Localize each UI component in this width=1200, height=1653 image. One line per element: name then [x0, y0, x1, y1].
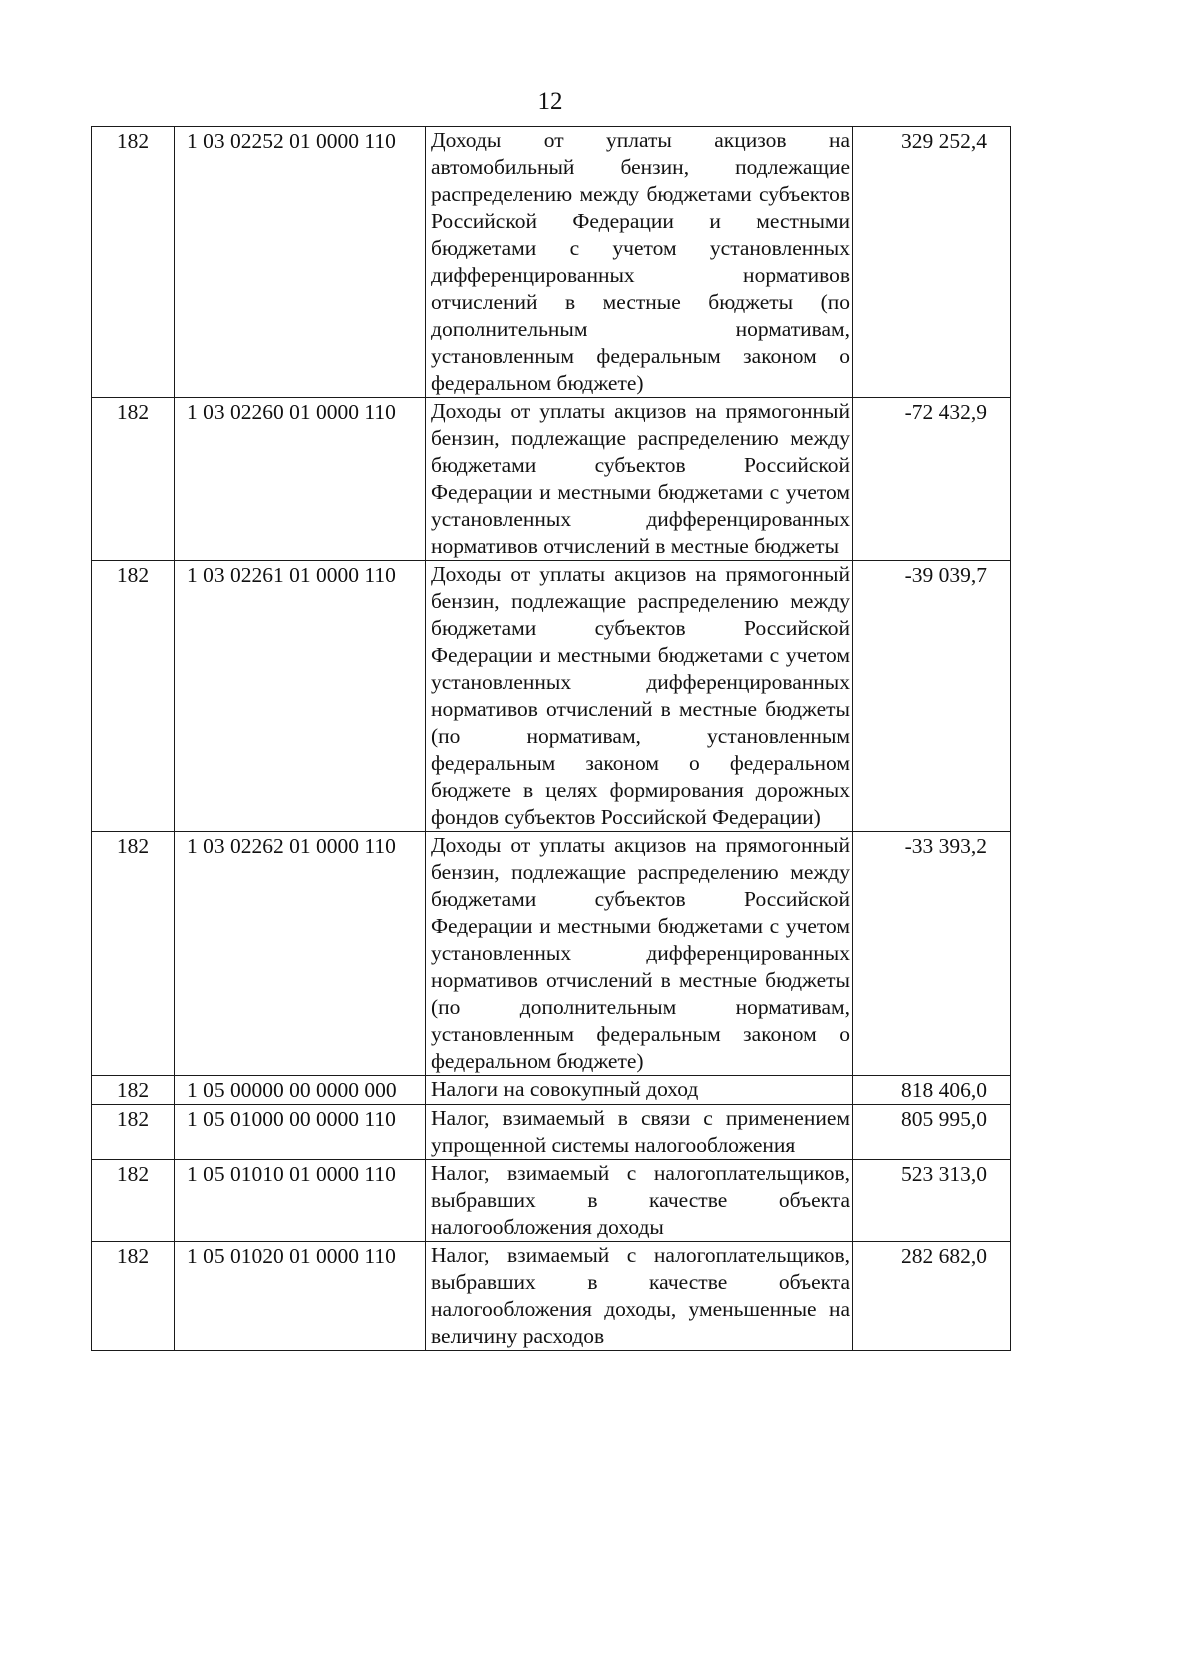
table-row: [92, 832, 1011, 1076]
amount-cell: -39 039,7: [853, 561, 1011, 832]
amount-cell: 282 682,0: [853, 1242, 1011, 1351]
revenue-name-cell: Налоги на совокупный доход: [426, 1076, 853, 1105]
admin-code-cell: 182: [92, 127, 175, 398]
table-row: [92, 1242, 1011, 1351]
admin-code-cell: 182: [92, 1242, 175, 1351]
amount-cell: 818 406,0: [853, 1076, 1011, 1105]
budget-code-cell: 1 05 00000 00 0000 000: [175, 1076, 426, 1105]
table-row: [92, 1076, 1011, 1105]
page-number: 12: [537, 88, 563, 115]
admin-code-cell: 182: [92, 398, 175, 561]
budget-code-cell: 1 05 01000 00 0000 110: [175, 1105, 426, 1160]
budget-table: [91, 126, 1011, 1351]
admin-code-cell: 182: [92, 1160, 175, 1242]
revenue-name-cell: Доходы от уплаты акцизов на прямогонный бензин, подлежащие распределению между бюджетами субъектов Российской Федерации и местными бюджетами с учетом установленных дифференцированных нормативов отчислений в местные бюджеты (по нормативам, установленным федеральным законом о федеральном бюджете в целях формирования дорожных фондов субъектов Российской Федерации): [426, 561, 853, 832]
budget-code-cell: 1 03 02261 01 0000 110: [175, 561, 426, 832]
revenue-name-cell: Налог, взимаемый с налогоплательщиков, выбравших в качестве объекта налогообложения доходы, уменьшенные на величину расходов: [426, 1242, 853, 1351]
admin-code-cell: 182: [92, 1076, 175, 1105]
table-row: [92, 127, 1011, 398]
budget-code-cell: 1 03 02252 01 0000 110: [175, 127, 426, 398]
revenue-name-cell: Налог, взимаемый с налогоплательщиков, выбравших в качестве объекта налогообложения доходы: [426, 1160, 853, 1242]
amount-cell: -72 432,9: [853, 398, 1011, 561]
admin-code-cell: 182: [92, 1105, 175, 1160]
budget-code-cell: 1 05 01010 01 0000 110: [175, 1160, 426, 1242]
revenue-name-cell: Доходы от уплаты акцизов на автомобильный бензин, подлежащие распределению между бюджетами субъектов Российской Федерации и местными бюджетами с учетом установленных дифференцированных нормативов отчислений в местные бюджеты (по дополнительным нормативам, установленным федеральным законом о федеральном бюджете): [426, 127, 853, 398]
table-row: [92, 1160, 1011, 1242]
table-row: [92, 1105, 1011, 1160]
budget-code-cell: 1 03 02262 01 0000 110: [175, 832, 426, 1076]
amount-cell: -33 393,2: [853, 832, 1011, 1076]
revenue-name-cell: Доходы от уплаты акцизов на прямогонный бензин, подлежащие распределению между бюджетами субъектов Российской Федерации и местными бюджетами с учетом установленных дифференцированных нормативов отчислений в местные бюджеты: [426, 398, 853, 561]
revenue-name-cell: Налог, взимаемый в связи с применением упрощенной системы налогообложения: [426, 1105, 853, 1160]
table-row: [92, 561, 1011, 832]
amount-cell: 329 252,4: [853, 127, 1011, 398]
admin-code-cell: 182: [92, 832, 175, 1076]
table-row: [92, 398, 1011, 561]
revenue-name-cell: Доходы от уплаты акцизов на прямогонный бензин, подлежащие распределению между бюджетами субъектов Российской Федерации и местными бюджетами с учетом установленных дифференцированных нормативов отчислений в местные бюджеты (по дополнительным нормативам, установленным федеральным законом о федеральном бюджете): [426, 832, 853, 1076]
amount-cell: 805 995,0: [853, 1105, 1011, 1160]
amount-cell: 523 313,0: [853, 1160, 1011, 1242]
admin-code-cell: 182: [92, 561, 175, 832]
budget-code-cell: 1 05 01020 01 0000 110: [175, 1242, 426, 1351]
budget-code-cell: 1 03 02260 01 0000 110: [175, 398, 426, 561]
